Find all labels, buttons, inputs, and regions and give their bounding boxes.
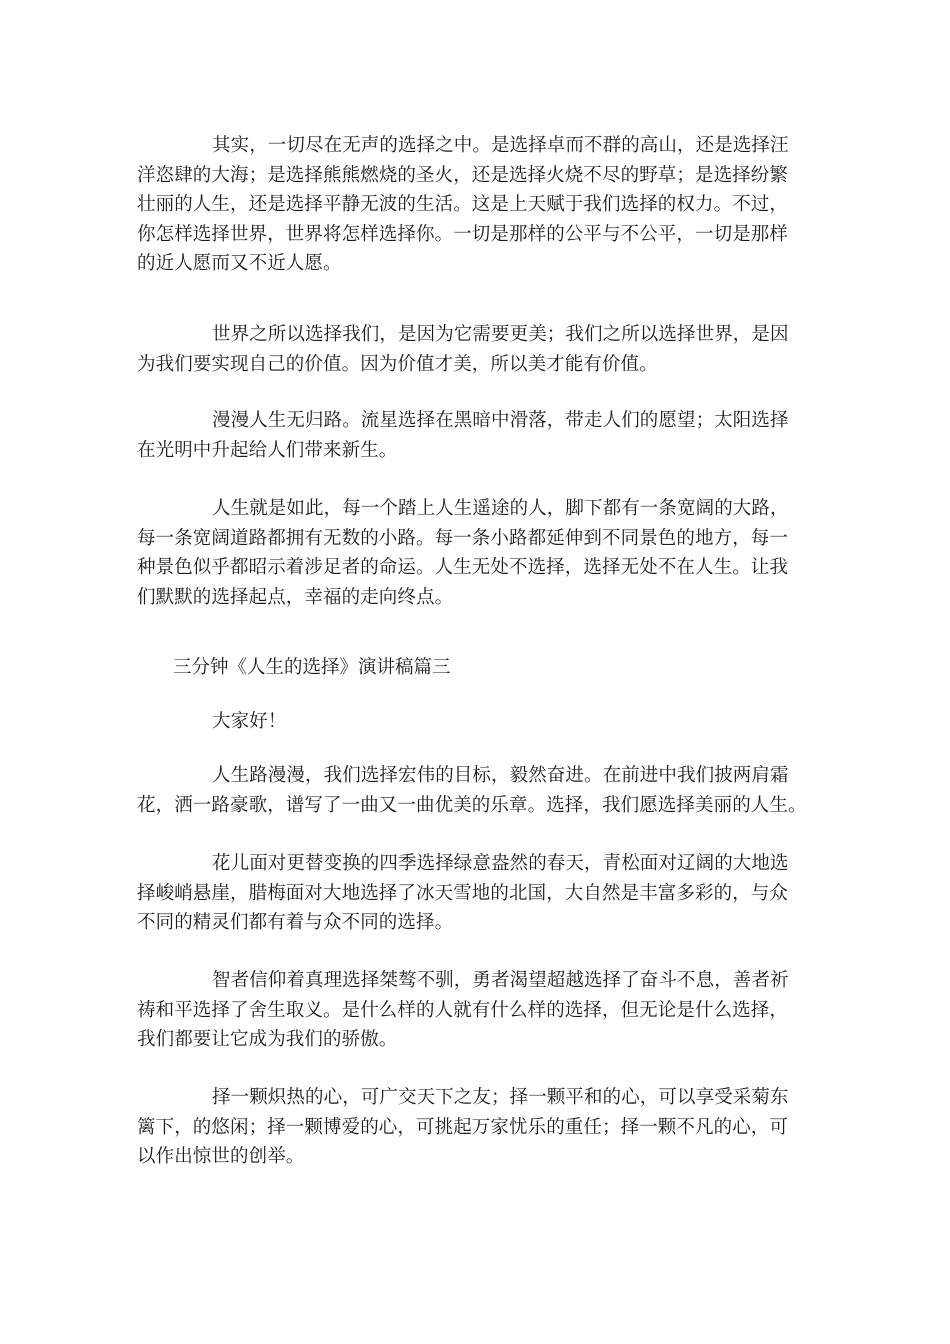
- text-line: 你怎样选择世界，世界将怎样选择你。一切是那样的公平与不公平，一切是那样: [137, 223, 789, 245]
- text-line: 花，洒一路豪歌，谱写了一曲又一曲优美的乐章。选择，我们愿选择美丽的人生。: [137, 794, 807, 816]
- text-line: 洋恣肆的大海；是选择熊熊燃烧的圣火，还是选择火烧不尽的野草；是选择纷繁: [137, 164, 789, 186]
- text-line: 以作出惊世的创举。: [137, 1146, 305, 1167]
- paragraph-2: [137, 320, 809, 379]
- text-line: 不同的精灵们都有着与众不同的选择。: [137, 912, 454, 933]
- text-line: 壮丽的人生，还是选择平静无波的生活。这是上天赋于我们选择的权力。不过，: [137, 194, 789, 215]
- greeting: [137, 707, 809, 737]
- paragraph-1: [137, 131, 809, 279]
- paragraph-6: [137, 849, 809, 938]
- text-line: 智者信仰着真理选择桀骜不驯，勇者渴望超越选择了奋斗不息，善者祈: [212, 970, 789, 991]
- paragraph-8: [137, 1083, 809, 1172]
- text-line: 人生路漫漫，我们选择宏伟的目标，毅然奋进。在前进中我们披两肩霜: [212, 765, 789, 786]
- text-line: 篱下，的悠闲；择一颗博爱的心，可挑起万家忧乐的重任；择一颗不凡的心，可: [137, 1116, 789, 1138]
- text-line: 其实，一切尽在无声的选择之中。是选择卓而不群的高山，还是选择汪: [212, 135, 789, 156]
- text-line: 祷和平选择了舍生取义。是什么样的人就有什么样的选择，但无论是什么选择，: [137, 999, 789, 1021]
- text-line: 大家好！: [212, 711, 287, 732]
- text-line: 在光明中升起给人们带来新生。: [137, 439, 398, 461]
- text-line: 我们都要让它成为我们的骄傲。: [137, 1029, 398, 1050]
- text-line: 花儿面对更替变换的四季选择绿意盎然的春天，青松面对辽阔的大地选: [212, 853, 789, 874]
- text-line: 们默默的选择起点，幸福的走向终点。: [137, 586, 454, 608]
- paragraph-4: [137, 494, 809, 612]
- text-line: 择一颗炽热的心，可广交天下之友；择一颗平和的心，可以享受采菊东: [212, 1087, 789, 1108]
- text-line: 的近人愿而又不近人愿。: [137, 253, 342, 274]
- text-line: 世界之所以选择我们，是因为它需要更美；我们之所以选择世界，是因: [212, 324, 789, 345]
- paragraph-7: [137, 966, 809, 1055]
- section-heading: 三分钟《人生的选择》演讲稿篇三: [173, 657, 451, 678]
- text-line: 漫漫人生无归路。流星选择在黑暗中滑落，带走人们的愿望；太阳选择: [212, 410, 789, 431]
- text-line: 择峻峭悬崖，腊梅面对大地选择了冰天雪地的北国，大自然是丰富多彩的，与众: [137, 882, 789, 904]
- text-line: 每一条宽阔道路都拥有无数的小路。每一条小路都延伸到不同景色的地方，每一: [137, 527, 789, 549]
- text-line: 种景色似乎都昭示着涉足者的命运。人生无处不选择，选择无处不在人生。让我: [137, 557, 789, 578]
- paragraph-5: [137, 761, 809, 820]
- text-line: 人生就是如此，每一个踏上人生遥途的人，脚下都有一条宽阔的大路，: [212, 498, 789, 519]
- paragraph-3: [137, 406, 809, 465]
- text-line: 为我们要实现自己的价值。因为价值才美，所以美才能有价值。: [137, 353, 658, 375]
